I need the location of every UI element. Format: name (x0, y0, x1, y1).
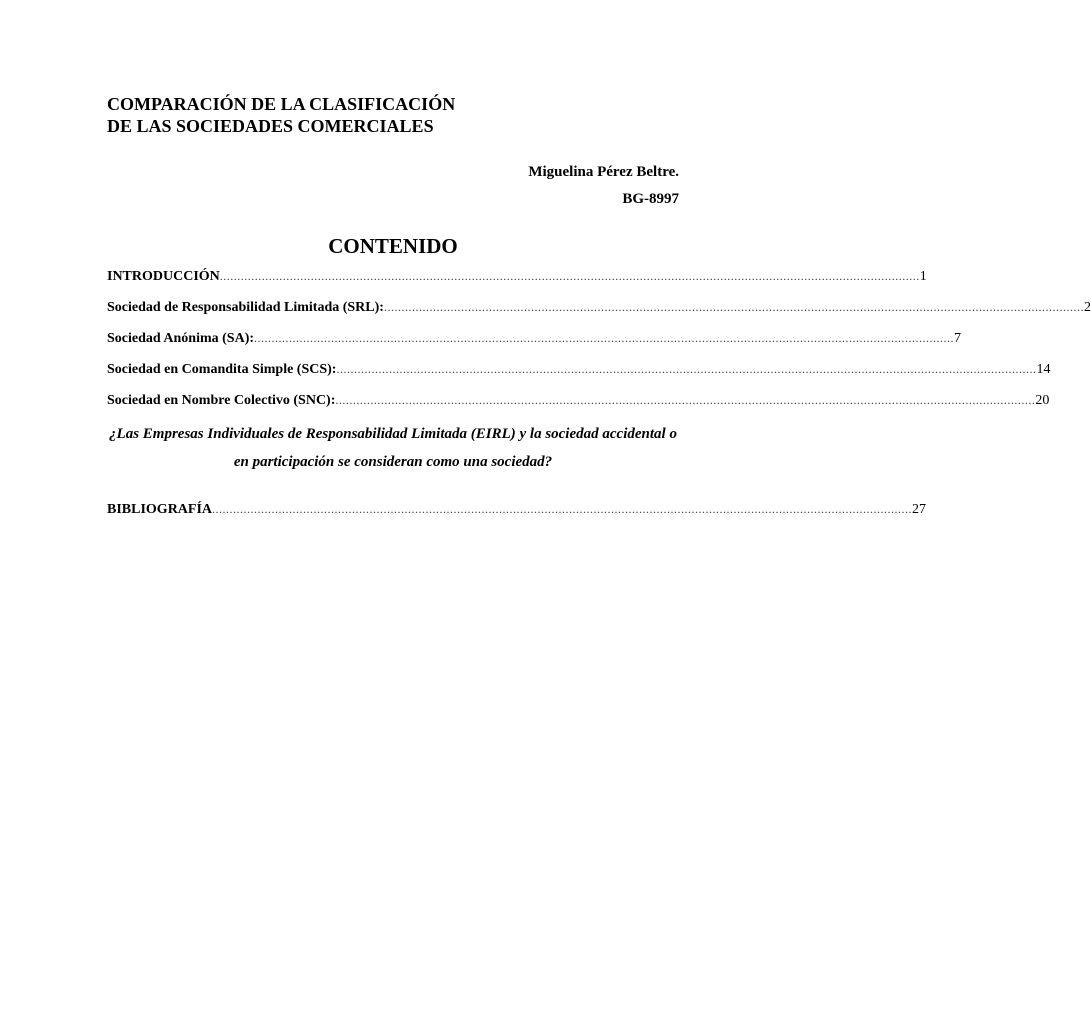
toc-entry-label: INTRODUCCIÓN (107, 269, 220, 284)
student-code: BG-8997 (622, 191, 679, 207)
toc-entry-introduccion[interactable] (107, 266, 927, 286)
toc-leader-dots: ........................................................................................................................................................................................................ (335, 393, 1036, 407)
question-line-1: ¿Las Empresas Individuales de Responsabilidad Limitada (EIRL) y la sociedad accidental o (109, 426, 677, 442)
toc-entry-snc[interactable] (107, 390, 1050, 410)
toc-entry-page: 20 (1035, 393, 1050, 408)
toc-leader-dots: ........................................................................................................................................................................................................ (212, 502, 913, 516)
toc-entry-label: BIBLIOGRAFÍA (107, 502, 213, 517)
toc-entry-page: 27 (912, 502, 927, 517)
toc-entry-sa[interactable] (107, 328, 962, 348)
toc-entry-srl[interactable] (107, 297, 1091, 317)
toc-entry-scs[interactable] (107, 359, 1051, 379)
title-line-2: DE LAS SOCIEDADES COMERCIALES (107, 116, 434, 136)
toc-entry-bibliografia[interactable] (107, 499, 927, 519)
toc-entry-page: 1 (919, 269, 927, 284)
toc-entry-question[interactable] (107, 420, 679, 476)
author-name: Miguelina Pérez Beltre. (528, 164, 679, 180)
title-line-1: COMPARACIÓN DE LA CLASIFICACIÓN (107, 94, 456, 114)
toc-leader-dots: ........................................................................................................................................................................................................ (219, 269, 920, 283)
document-title (107, 93, 455, 137)
toc-entry-page: 7 (954, 331, 962, 346)
toc-entry-page: 14 (1036, 362, 1051, 377)
toc-heading: CONTENIDO (328, 234, 458, 258)
toc-entry-label: Sociedad en Comandita Simple (SCS): (107, 362, 337, 377)
toc-entry-label: Sociedad en Nombre Colectivo (SNC): (107, 393, 336, 408)
toc-entry-label: Sociedad de Responsabilidad Limitada (SRL): (107, 300, 384, 315)
toc-leader-dots: ........................................................................................................................................................................................................ (383, 300, 1084, 314)
question-line-2: en participación se consideran como una sociedad? (233, 454, 553, 470)
toc-leader-dots: ........................................................................................................................................................................................................ (254, 331, 955, 345)
toc-leader-dots: ........................................................................................................................................................................................................ (336, 362, 1037, 376)
document-page (107, 0, 1091, 1024)
toc-entry-page: 2 (1083, 300, 1091, 315)
toc-entry-label: Sociedad Anónima (SA): (107, 331, 255, 346)
